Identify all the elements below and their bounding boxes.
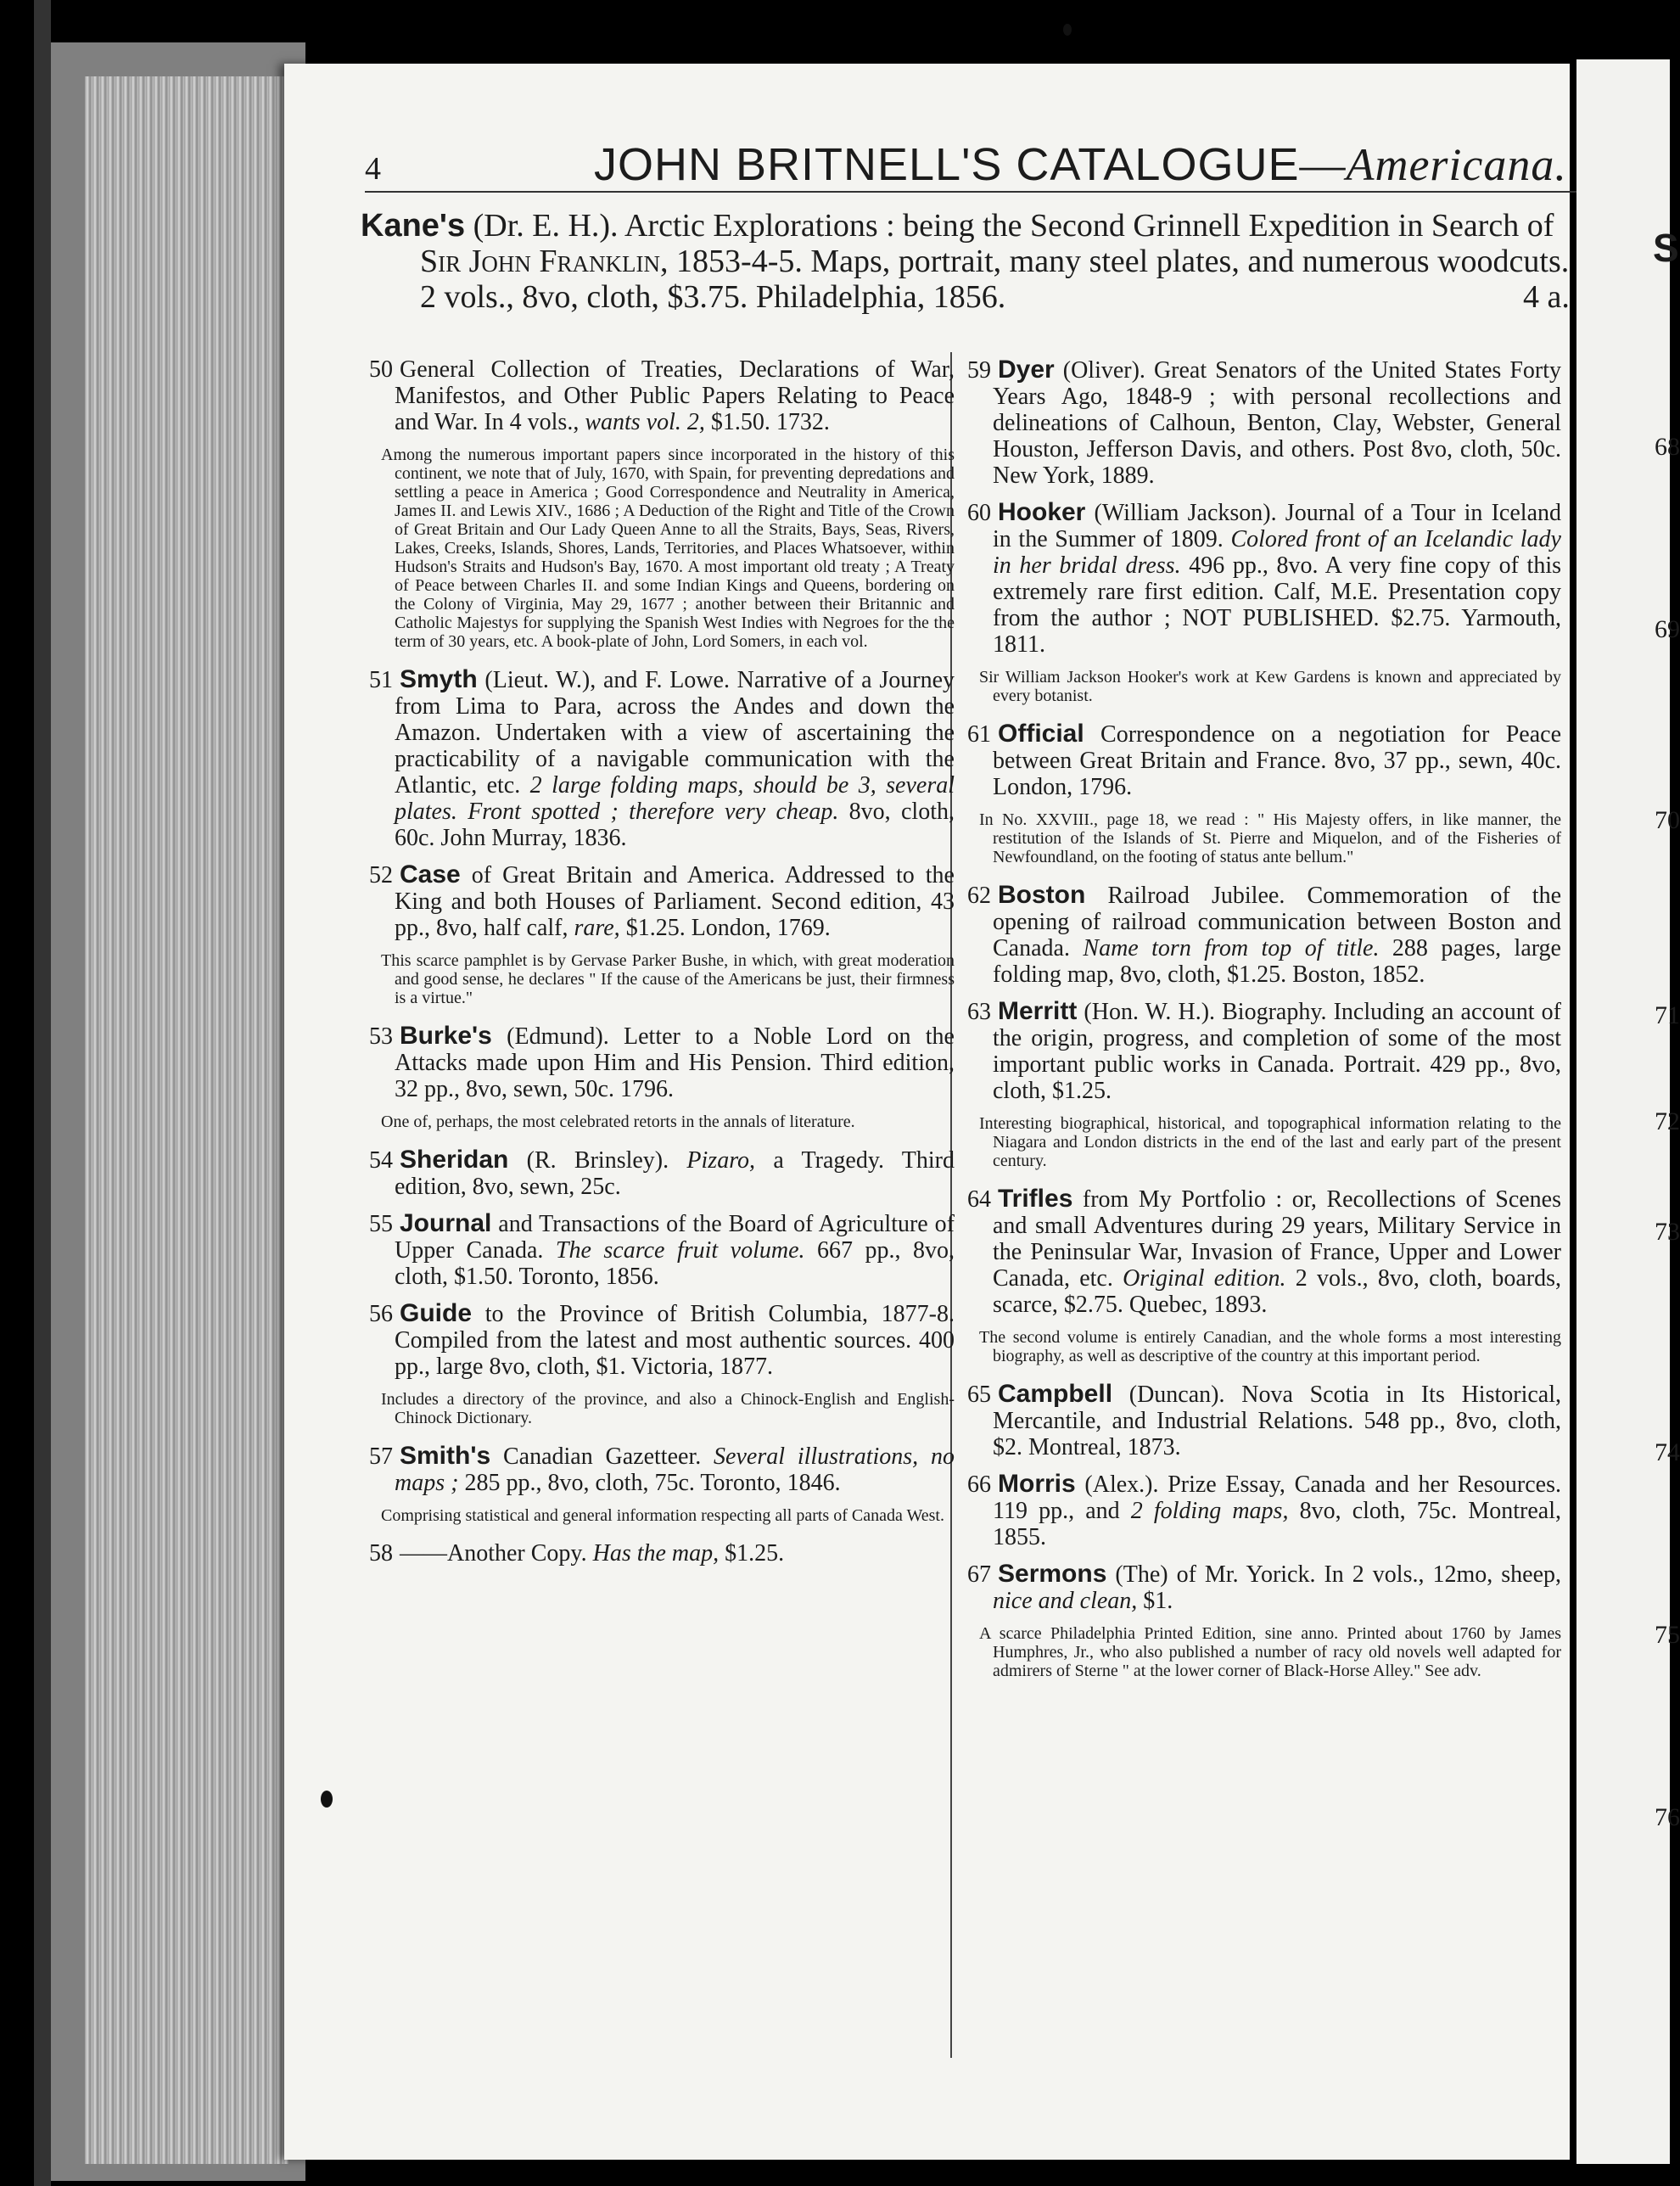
entry-number: 57	[369, 1443, 393, 1470]
page-number: 4	[365, 151, 381, 187]
entry-body: (Edmund). Letter to a Noble Lord on the Attacks made upon Him and His Pension. Third edition, 32 pp., 8vo, sewn, 50c. 1796.	[395, 1023, 955, 1102]
entry-number: 53	[369, 1023, 393, 1050]
right-column	[967, 356, 1561, 1696]
entry-number: 65	[967, 1382, 991, 1408]
entry-tail: 8vo, cloth, 75c. Montreal, 1855.	[993, 1498, 1561, 1550]
entry-head: Campbell	[998, 1380, 1113, 1408]
entry-head: Morris	[998, 1470, 1076, 1498]
entry-head: Merritt	[998, 997, 1078, 1025]
entry-head: Trifles	[998, 1185, 1073, 1213]
entry-head: Guide	[400, 1299, 473, 1327]
entry-italic: wants vol. 2,	[585, 409, 705, 435]
entry-head: Journal	[400, 1209, 492, 1237]
lead-entry-text-2: 1853-4-5. Maps, portrait, many steel plates, and numerous woodcuts. 2 vols., 8vo, cloth, $3.75. Philadelphia, 1856.	[420, 244, 1570, 315]
entry-head: Sheridan	[400, 1146, 509, 1174]
entry-body: of Great Britain and America. Addressed to the King and both Houses of Parliament. Second edition, 43 pp., 8vo, half calf,	[395, 862, 955, 941]
entry-note: This scarce pamphlet is by Gervase Parker Bushe, in which, with great moderation and good sense, he declares " If the cause of the Americans be just, their firmness is a virtue."	[381, 951, 955, 1007]
entry-body: Correspondence on a negotiation for Peace between Great Britain and France. 8vo, 37 pp., sewn, 40c. London, 1796.	[993, 721, 1561, 800]
entry-tail: 285 pp., 8vo, cloth, 75c. Toronto, 1846.	[458, 1470, 841, 1496]
entry-number: 66	[967, 1471, 991, 1498]
catalogue-entry	[967, 1561, 1561, 1614]
entry-body: (The) of Mr. Yorick. In 2 vols., 12mo, sheep,	[1106, 1561, 1561, 1588]
catalogue-entry	[369, 666, 955, 851]
catalogue-entry	[369, 1146, 955, 1200]
entry-tail: 2 vols., 8vo, cloth, boards, scarce, $2.75. Quebec, 1893.	[993, 1265, 1561, 1318]
entry-note: In No. XXVIII., page 18, we read : " His Majesty offers, in like manner, the restitution of the Islands of St. Pierre and Miquelon, and of the Fisheries of Newfoundland, on the footing of status ante bellum."	[979, 810, 1561, 866]
book-spine-shadow	[34, 0, 51, 2186]
catalogue-entry	[369, 1023, 955, 1102]
catalogue-entry	[967, 1381, 1561, 1460]
facing-page-number: 74	[1655, 1438, 1680, 1466]
entry-tail: 8vo, cloth, 60c. John Murray, 1836.	[395, 799, 955, 851]
entry-number: 50	[369, 356, 393, 383]
lead-entry: Kane's (Dr. E. H.). Arctic Explorations : being the Second Grinnell Expedition in Search of Sir John Franklin, 1853-4-5. Maps, portrait, many steel plates, and numerous woodcuts. 2 vols., 8vo, cloth, $3.75. Philadelphia, 1856. 4 a.	[361, 208, 1570, 315]
entry-italic: rare,	[574, 915, 620, 941]
entry-number: 60	[967, 500, 991, 526]
entry-tail: 667 pp., 8vo, cloth, $1.50. Toronto, 1856.	[395, 1237, 955, 1290]
catalogue-entry	[369, 1443, 955, 1496]
entry-note: Includes a directory of the province, and also a Chinock-English and English-Chinock Dictionary.	[381, 1390, 955, 1427]
entry-number: 58	[369, 1540, 393, 1567]
entry-tail: $1.	[1137, 1588, 1173, 1614]
facing-page-number: 69	[1655, 615, 1680, 643]
entry-number: 63	[967, 999, 991, 1025]
catalogue-entry	[369, 1210, 955, 1290]
title-dash: —	[1299, 139, 1347, 190]
entry-italic: nice and clean,	[993, 1588, 1138, 1614]
facing-page-number: 75	[1655, 1621, 1680, 1649]
entry-tail: a Tragedy. Third edition, 8vo, sewn, 25c.	[395, 1147, 955, 1200]
entry-number: 61	[967, 721, 991, 748]
catalogue-entry	[967, 499, 1561, 658]
entry-body: (Oliver). Great Senators of the United States Forty Years Ago, 1848-9 ; with personal recollections and delineations of Calhoun, Benton, Clay, Webster, General Houston, Jefferson Davis, and others. Post 8vo, cloth, 50c. New York, 1889.	[993, 357, 1561, 489]
catalogue-page	[284, 64, 1570, 2160]
catalogue-title: JOHN BRITNELL'S CATALOGUE	[594, 139, 1300, 190]
entry-tail: $1.25. London, 1769.	[619, 915, 831, 941]
facing-page-number: 71	[1655, 1001, 1680, 1029]
entry-italic: Has the map,	[592, 1540, 720, 1567]
entry-number: 52	[369, 862, 393, 888]
facing-page-number: 70	[1655, 806, 1680, 834]
book-page-stack	[85, 76, 288, 2164]
catalogue-entry	[967, 720, 1561, 800]
entry-note: Comprising statistical and general information respecting all parts of Canada West.	[381, 1506, 944, 1525]
entry-head: Dyer	[998, 356, 1055, 384]
entry-body: (R. Brinsley).	[508, 1147, 687, 1174]
page-header	[365, 138, 1582, 198]
catalogue-entry	[369, 356, 955, 435]
entry-italic: Pizaro,	[686, 1147, 756, 1174]
entry-italic: Name torn from top of title.	[1083, 935, 1380, 961]
facing-page-letter: S	[1653, 226, 1679, 270]
entry-body: (Duncan). Nova Scotia in Its Historical, Mercantile, and Industrial Relations. 548 pp., 8vo, cloth, $2. Montreal, 1873.	[993, 1382, 1561, 1460]
entry-body: from My Portfolio : or, Recollections of Scenes and small Adventures during 29 years, Military Service in the Peninsular War, Invasion of France, Upper and Lower Canada, etc.	[993, 1186, 1561, 1292]
facing-page-number: 68	[1655, 433, 1680, 461]
lead-entry-author: (Dr. E. H.).	[465, 208, 619, 244]
catalogue-subtitle: Americana.	[1346, 139, 1567, 190]
left-column	[369, 356, 955, 1577]
entry-note: A scarce Philadelphia Printed Edition, sine anno. Printed about 1760 by James Humphres, Jr., who also published a number of racy old novels well adapted for admirers of Sterne " at the lower corner of Black-Horse Alley." See adv.	[979, 1624, 1561, 1680]
entry-note: The second volume is entirely Canadian, and the whole forms a most interesting biography, as well as descriptive of the country at this important period.	[979, 1328, 1561, 1365]
entry-italic: Original edition.	[1123, 1265, 1286, 1292]
entry-italic: Several illustrations, no maps ;	[395, 1443, 955, 1496]
facing-page-number: 76	[1655, 1803, 1680, 1831]
entry-number: 54	[369, 1147, 393, 1174]
entry-tail: $1.25.	[719, 1540, 785, 1567]
entry-head: Burke's	[400, 1022, 492, 1050]
catalogue-entry	[967, 882, 1561, 988]
entry-body: ——Another Copy.	[400, 1540, 593, 1567]
lead-entry-head: Kane's	[361, 208, 466, 244]
entry-body: (Alex.). Prize Essay, Canada and her Resources. 119 pp., and	[993, 1471, 1561, 1524]
entry-italic: 2 large folding maps, should be 3, several plates. Front spotted ; therefore very cheap.	[395, 772, 955, 825]
ink-spot	[321, 1791, 333, 1808]
lead-entry-text-1: Arctic Explorations : being the Second Grinnell Expedition in Search of	[618, 208, 1554, 244]
entry-head: Smyth	[400, 665, 478, 693]
entry-body: General Collection of Treaties, Declarations of War, Manifestos, and Other Public Papers Relating to Peace and War. In 4 vols.,	[395, 356, 955, 435]
entry-note: One of, perhaps, the most celebrated retorts in the annals of literature.	[381, 1113, 855, 1131]
header-rule	[365, 191, 1578, 193]
entry-body: (Hon. W. H.). Biography. Including an account of the origin, progress, and completion of some of the most important public works in Canada. Portrait. 429 pp., 8vo, cloth, $1.25.	[993, 999, 1561, 1104]
entry-italic: 2 folding maps,	[1130, 1498, 1289, 1524]
entry-head: Hooker	[998, 498, 1086, 526]
entry-body: Railroad Jubilee. Commemoration of the opening of railroad communication between Boston and Canada.	[993, 883, 1561, 961]
entry-body: Canadian Gazetteer.	[490, 1443, 714, 1470]
entry-head: Official	[998, 720, 1084, 748]
entry-head: Smith's	[400, 1442, 491, 1470]
page-title	[594, 138, 1567, 191]
entry-tail: 496 pp., 8vo. A very fine copy of this extremely rare first edition. Calf, M.E. Presentation copy from the author ; NOT PUBLISHED. $2.75. Yarmouth, 1811.	[993, 552, 1561, 658]
entry-tail: 288 pages, large folding map, 8vo, cloth, $1.25. Boston, 1852.	[993, 935, 1561, 988]
entry-number: 59	[967, 357, 991, 384]
entry-body: (William Jackson). Journal of a Tour in Iceland in the Summer of 1809.	[993, 500, 1561, 552]
lead-entry-smallcaps: Sir John Franklin,	[420, 244, 669, 279]
entry-body: (Lieut. W.), and F. Lowe. Narrative of a Journey from Lima to Para, across the Andes and down the Amazon. Undertaken with a view of ascertaining the practicability of a navigable communication with the Atlantic, etc.	[395, 667, 955, 799]
catalogue-entry	[967, 1471, 1561, 1550]
entry-note: Interesting biographical, historical, and topographical information relating to the Niagara and London districts in the end of the last and early part of the present century.	[979, 1114, 1561, 1170]
entry-number: 51	[369, 667, 393, 693]
facing-page-edge	[1576, 59, 1680, 2164]
entry-head: Boston	[998, 881, 1086, 909]
entry-number: 64	[967, 1186, 991, 1213]
entry-body: to the Province of British Columbia, 1877-8. Compiled from the latest and most authentic sources. 400 pp., large 8vo, cloth, $1. Victoria, 1877.	[395, 1301, 955, 1380]
entry-italic: Colored front of an Icelandic lady in her bridal dress.	[993, 526, 1561, 579]
catalogue-entry	[369, 1300, 955, 1380]
ink-speck	[1063, 24, 1072, 36]
entry-number: 56	[369, 1301, 393, 1327]
entry-number: 67	[967, 1561, 991, 1588]
entry-number: 55	[369, 1211, 393, 1237]
catalogue-entry	[967, 998, 1561, 1104]
facing-page-number: 72	[1655, 1107, 1680, 1135]
catalogue-entry	[369, 861, 955, 941]
entry-head: Sermons	[998, 1560, 1107, 1588]
entry-body: and Transactions of the Board of Agriculture of Upper Canada.	[395, 1211, 955, 1264]
entry-number: 62	[967, 883, 991, 909]
catalogue-entry	[967, 1185, 1561, 1318]
catalogue-entry	[967, 356, 1561, 489]
entry-note: Among the numerous important papers since incorporated in the history of this continent, we note that of July, 1670, with Spain, for preventing depredations and settling a peace in America ; Good Correspondence and Neutrality in America, James II. and Lewis XIV., 1686 ; A Deduction of the Right and Title of the Crown of Great Britain and Our Lady Queen Anne to all the Straits, Bays, Seas, Rivers, Lakes, Creeks, Islands, Shores, Lands, Territories, and Places Whatsoever, within Hudson's Straits and Hudson's Bay, 1670. A most important old treaty ; A Treaty of Peace between Charles II. and some Indian Kings and Queens, bordering on the Colony of Virginia, May 29, 1677 ; another between their Britannic and Catholic Majestys for supplying the Spanish West Indies with Negroes for the the term of 30 years, etc. A book-plate of John, Lord Somers, in each vol.	[381, 446, 955, 651]
entry-tail: $1.50. 1732.	[704, 409, 830, 435]
catalogue-entry	[369, 1540, 955, 1567]
entry-note: Sir William Jackson Hooker's work at Kew Gardens is known and appreciated by every botanist.	[979, 668, 1561, 705]
entry-italic: The scarce fruit volume.	[555, 1237, 805, 1264]
facing-page-number: 73	[1655, 1218, 1680, 1246]
entry-head: Case	[400, 860, 461, 888]
